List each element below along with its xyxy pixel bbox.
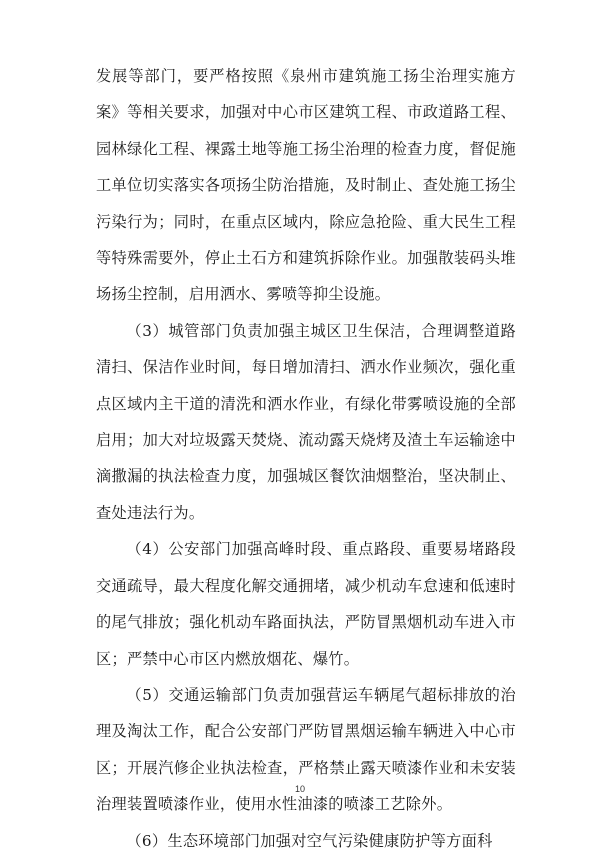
paragraph-item-4: （4）公安部门加强高峰时段、重点路段、重要易堵路段交通疏导，最大程度化解交通拥堵，减少机动车怠速和低速时的尾气排放；强化机动车路面执法，严防冒黑烟机动车进入市区；严禁中心市区内燃放烟花、爆竹。	[96, 540, 516, 668]
document-body	[96, 58, 516, 859]
page-number: 10	[294, 784, 305, 794]
paragraph-item-5: （5）交通运输部门负责加强营运车辆尾气超标排放的治理及淘汰工作，配合公安部门严防冒黑烟运输车辆进入中心市区；开展汽修企业执法检查，严格禁止露天喷漆作业和未安装治理装置喷漆作业，使用水性油漆的喷漆工艺除外。	[96, 685, 516, 814]
paragraph-continuation: 发展等部门，要严格按照《泉州市建筑施工扬尘治理实施方案》等相关要求，加强对中心市区建筑工程、市政道路工程、园林绿化工程、裸露土地等施工扬尘治理的检查力度，督促施工单位切实落实各项扬尘防治措施，及时制止、查处施工扬尘污染行为；同时，在重点区域内，除应急抢险、重大民生工程等特殊需要外，停止土石方和建筑拆除作业。加强散装码头堆场扬尘控制，启用洒水、雾喷等抑尘设施。	[96, 67, 516, 304]
paragraph-item-3: （3）城管部门负责加强主城区卫生保洁，合理调整道路清扫、保洁作业时间，每日增加清扫、洒水作业频次，强化重点区域内主干道的清洗和洒水作业，有绿化带雾喷设施的全部启用；加大对垃圾露天焚烧、流动露天烧烤及渣土车运输途中滴撒漏的执法检查力度，加强城区餐饮油烟整治，坚决制止、查处违法行为。	[96, 321, 516, 522]
paragraph-item-6: （6）生态环境部门加强对空气污染健康防护等方面科	[126, 831, 493, 850]
